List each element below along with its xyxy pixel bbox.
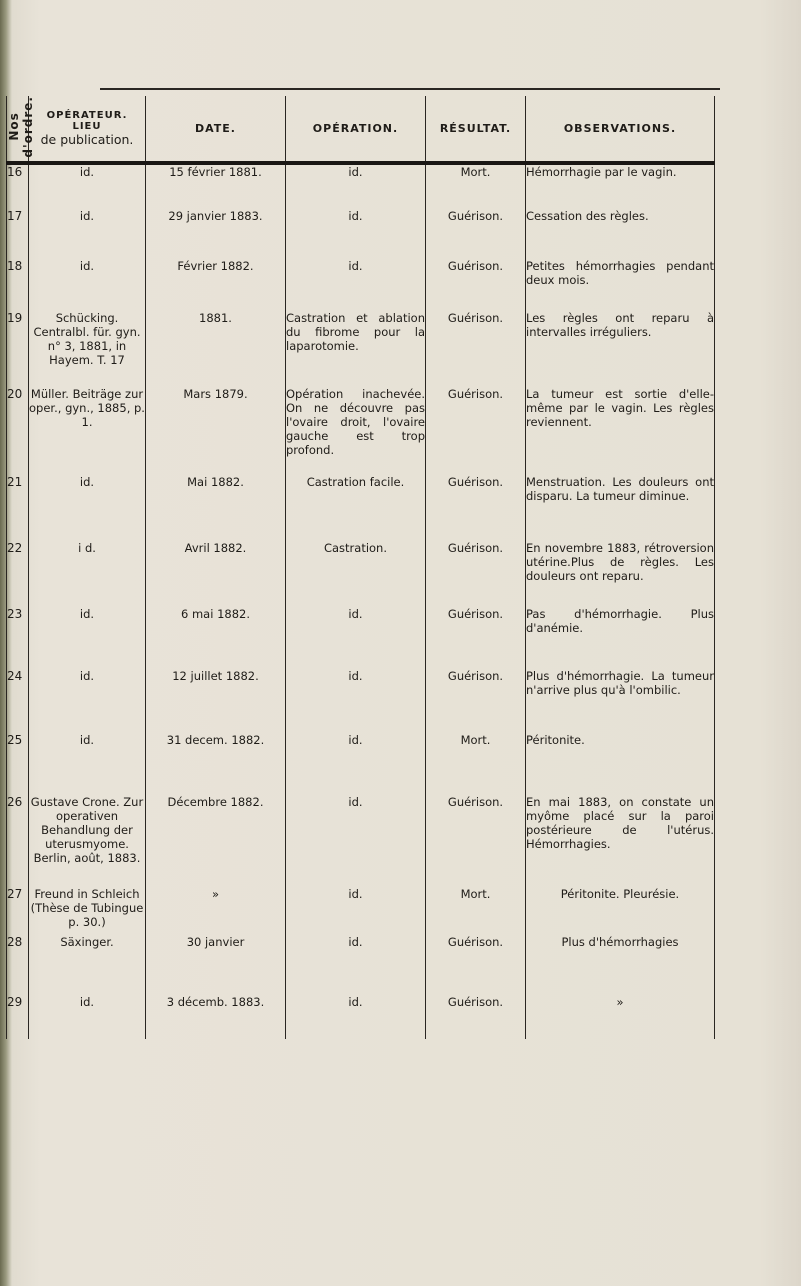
row-date: 1881. bbox=[146, 311, 286, 387]
castration-table bbox=[6, 96, 715, 1039]
row-result: Guérison. bbox=[426, 795, 526, 887]
row-observations: Les règles ont reparu à intervalles irréguliers. bbox=[526, 311, 715, 387]
row-date: 15 février 1881. bbox=[146, 163, 286, 209]
row-result: Guérison. bbox=[426, 311, 526, 387]
row-date: 29 janvier 1883. bbox=[146, 209, 286, 259]
row-result: Guérison. bbox=[426, 209, 526, 259]
header-number-label: Nos d'ordre. bbox=[7, 96, 35, 158]
row-result: Mort. bbox=[426, 733, 526, 795]
row-observations: Cessation des règles. bbox=[526, 209, 715, 259]
row-observations: En novembre 1883, rétroversion utérine.Plus de règles. Les douleurs ont reparu. bbox=[526, 541, 715, 607]
row-observations: La tumeur est sortie d'elle-même par le vagin. Les règles reviennent. bbox=[526, 387, 715, 475]
row-result: Guérison. bbox=[426, 935, 526, 995]
row-result: Guérison. bbox=[426, 669, 526, 733]
row-operator: Freund in Schleich (Thèse de Tubingue p. 30.) bbox=[29, 887, 146, 935]
row-observations: Pas d'hémorrhagie. Plus d'anémie. bbox=[526, 607, 715, 669]
row-operation: id. bbox=[286, 163, 426, 209]
table-row bbox=[7, 935, 715, 995]
row-number: 26 bbox=[7, 795, 29, 887]
row-date: Mars 1879. bbox=[146, 387, 286, 475]
row-number: 21 bbox=[7, 475, 29, 541]
row-date: 31 decem. 1882. bbox=[146, 733, 286, 795]
row-operation: id. bbox=[286, 607, 426, 669]
row-number: 20 bbox=[7, 387, 29, 475]
header-date: DATE. bbox=[146, 96, 286, 163]
row-operator: id. bbox=[29, 259, 146, 311]
table-row bbox=[7, 163, 715, 209]
row-observations: Menstruation. Les douleurs ont disparu. La tumeur diminue. bbox=[526, 475, 715, 541]
row-result: Guérison. bbox=[426, 259, 526, 311]
row-observations: » bbox=[526, 995, 715, 1039]
row-result: Guérison. bbox=[426, 995, 526, 1039]
row-number: 29 bbox=[7, 995, 29, 1039]
row-operator: Gustave Crone. Zur operativen Behandlung der uterusmyome. Berlin, août, 1883. bbox=[29, 795, 146, 887]
table-row bbox=[7, 259, 715, 311]
row-operation: id. bbox=[286, 795, 426, 887]
row-operator: id. bbox=[29, 733, 146, 795]
row-operator: Säxinger. bbox=[29, 935, 146, 995]
table-row bbox=[7, 311, 715, 387]
row-number: 25 bbox=[7, 733, 29, 795]
table-row bbox=[7, 209, 715, 259]
header-result: RÉSULTAT. bbox=[426, 96, 526, 163]
table-row bbox=[7, 541, 715, 607]
row-observations: Péritonite. bbox=[526, 733, 715, 795]
table-row bbox=[7, 475, 715, 541]
table-row bbox=[7, 995, 715, 1039]
row-operator: Müller. Beiträge zur oper., gyn., 1885, p. 1. bbox=[29, 387, 146, 475]
row-number: 17 bbox=[7, 209, 29, 259]
row-result: Guérison. bbox=[426, 387, 526, 475]
table-row bbox=[7, 795, 715, 887]
row-operator: id. bbox=[29, 607, 146, 669]
row-operation: id. bbox=[286, 733, 426, 795]
row-observations: Péritonite. Pleurésie. bbox=[526, 887, 715, 935]
header-operator-line1: OPÉRATEUR. bbox=[46, 109, 128, 121]
row-operator: Schücking. Centralbl. für. gyn. n° 3, 1881, in Hayem. T. 17 bbox=[29, 311, 146, 387]
row-number: 16 bbox=[7, 163, 29, 209]
row-operation: Opération inachevée. On ne découvre pas l'ovaire droit, l'ovaire gauche est trop profond. bbox=[286, 387, 426, 475]
row-operation: id. bbox=[286, 887, 426, 935]
row-operation: id. bbox=[286, 935, 426, 995]
row-result: Guérison. bbox=[426, 541, 526, 607]
row-operation: Castration et ablation du fibrome pour la laparotomie. bbox=[286, 311, 426, 387]
row-observations: Plus d'hémorrhagie. La tumeur n'arrive plus qu'à l'ombilic. bbox=[526, 669, 715, 733]
row-operation: Castration facile. bbox=[286, 475, 426, 541]
row-date: 6 mai 1882. bbox=[146, 607, 286, 669]
row-number: 19 bbox=[7, 311, 29, 387]
header-number bbox=[7, 96, 35, 163]
row-date: Avril 1882. bbox=[146, 541, 286, 607]
row-operator: id. bbox=[29, 209, 146, 259]
row-number: 27 bbox=[7, 887, 29, 935]
row-result: Mort. bbox=[426, 163, 526, 209]
row-observations: En mai 1883, on constate un myôme placé sur la paroi postérieure de l'utérus. Hémorrhagies. bbox=[526, 795, 715, 887]
row-date: Février 1882. bbox=[146, 259, 286, 311]
row-number: 24 bbox=[7, 669, 29, 733]
row-observations: Petites hémorrhagies pendant deux mois. bbox=[526, 259, 715, 311]
table-row bbox=[7, 387, 715, 475]
row-number: 18 bbox=[7, 259, 29, 311]
row-date: 30 janvier bbox=[146, 935, 286, 995]
row-date: 12 juillet 1882. bbox=[146, 669, 286, 733]
row-operation: id. bbox=[286, 995, 426, 1039]
row-number: 28 bbox=[7, 935, 29, 995]
row-operator: id. bbox=[29, 669, 146, 733]
row-operator: id. bbox=[29, 163, 146, 209]
header-operation: OPÉRATION. bbox=[286, 96, 426, 163]
row-operation: id. bbox=[286, 669, 426, 733]
top-rule bbox=[100, 88, 720, 90]
row-number: 22 bbox=[7, 541, 29, 607]
row-result: Mort. bbox=[426, 887, 526, 935]
header-row bbox=[7, 96, 715, 163]
row-date: » bbox=[146, 887, 286, 935]
table-row bbox=[7, 887, 715, 935]
row-operation: Castration. bbox=[286, 541, 426, 607]
row-observations: Plus d'hémorrhagies bbox=[526, 935, 715, 995]
table-row bbox=[7, 733, 715, 795]
header-operator bbox=[29, 96, 146, 163]
row-date: Décembre 1882. bbox=[146, 795, 286, 887]
row-operator: id. bbox=[29, 995, 146, 1039]
row-result: Guérison. bbox=[426, 607, 526, 669]
row-operator: id. bbox=[29, 475, 146, 541]
row-number: 23 bbox=[7, 607, 29, 669]
header-operator-line3: de publication. bbox=[40, 131, 134, 147]
row-result: Guérison. bbox=[426, 475, 526, 541]
header-operator-line2: LIEU bbox=[72, 120, 102, 132]
row-operation: id. bbox=[286, 209, 426, 259]
table-row bbox=[7, 607, 715, 669]
row-operator: i d. bbox=[29, 541, 146, 607]
table-row bbox=[7, 669, 715, 733]
row-date: 3 décemb. 1883. bbox=[146, 995, 286, 1039]
row-date: Mai 1882. bbox=[146, 475, 286, 541]
row-observations: Hémorrhagie par le vagin. bbox=[526, 163, 715, 209]
header-observations: OBSERVATIONS. bbox=[526, 96, 715, 163]
row-operation: id. bbox=[286, 259, 426, 311]
